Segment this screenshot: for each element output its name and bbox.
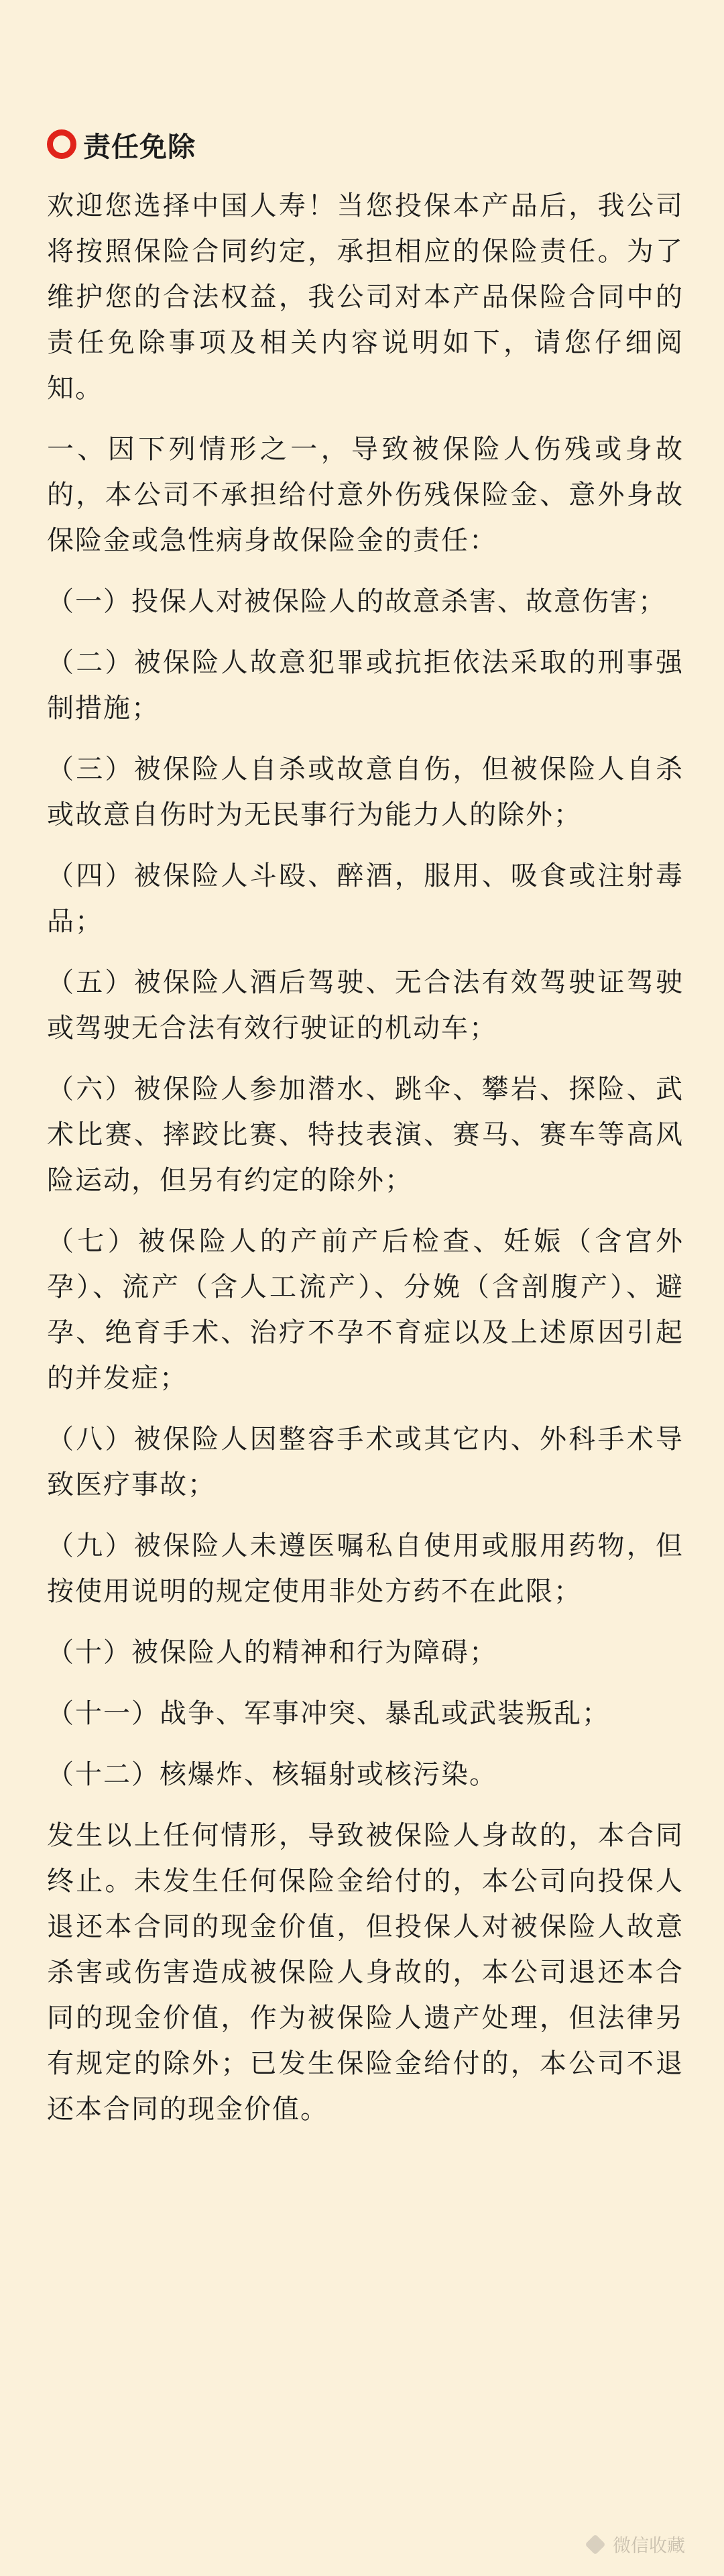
intro-paragraph: 欢迎您选择中国人寿！当您投保本产品后，我公司将按照保险合同约定，承担相应的保险责任。为了维护您的合法权益，我公司对本产品保险合同中的责任免除事项及相关内容说明如下，请您仔细阅知。: [47, 190, 684, 404]
list-item-9: （九）被保险人未遵医嘱私自使用或服用药物，但按使用说明的规定使用非处方药不在此限；: [47, 1530, 684, 1607]
list-item-6: （六）被保险人参加潜水、跳伞、攀岩、探险、武术比赛、摔跤比赛、特技表演、赛马、赛车等高风险运动，但另有约定的除外；: [47, 1074, 684, 1196]
document-body: [47, 117, 684, 2147]
watermark-text: 微信收藏: [613, 2536, 685, 2557]
list-item-1: （一）投保人对被保险人的故意杀害、故意伤害；: [47, 586, 666, 617]
clause-one-paragraph: 一、因下列情形之一，导致被保险人伤残或身故的，本公司不承担给付意外伤残保险金、意外身故保险金或急性病身故保险金的责任：: [47, 434, 684, 556]
wechat-favorites-watermark: [586, 2531, 685, 2557]
list-item-12: （十二）核爆炸、核辐射或核污染。: [47, 1759, 497, 1790]
wechat-favorites-icon: [586, 2535, 605, 2554]
list-item-7: （七）被保险人的产前产后检查、妊娠（含宫外孕）、流产（含人工流产）、分娩（含剖腹产）、避孕、绝育手术、治疗不孕不育症以及上述原因引起的并发症；: [47, 1226, 684, 1394]
list-item-5: （五）被保险人酒后驾驶、无合法有效驾驶证驾驶或驾驶无合法有效行驶证的机动车；: [47, 967, 684, 1044]
list-item-10: （十）被保险人的精神和行为障碍；: [47, 1637, 497, 1668]
section-title: 责任免除: [83, 130, 196, 163]
list-item-4: （四）被保险人斗殴、醉酒，服用、吸食或注射毒品；: [47, 860, 684, 937]
closing-paragraph: 发生以上任何情形，导致被保险人身故的，本合同终止。未发生任何保险金给付的，本公司向投保人退还本合同的现金价值，但投保人对被保险人故意杀害或伤害造成被保险人身故的，本公司退还本合同的现金价值，作为被保险人遗产处理，但法律另有规定的除外；已发生保险金给付的，本公司不退还本合同的现金价值。: [47, 1820, 684, 2125]
list-item-2: （二）被保险人故意犯罪或抗拒依法采取的刑事强制措施；: [47, 647, 684, 724]
list-item-3: （三）被保险人自杀或故意自伤，但被保险人自杀或故意自伤时为无民事行为能力人的除外；: [47, 754, 684, 830]
list-item-11: （十一）战争、军事冲突、暴乱或武装叛乱；: [47, 1698, 610, 1729]
section-heading: [47, 117, 684, 171]
hollow-red-circle-icon: [47, 129, 76, 159]
list-item-8: （八）被保险人因整容手术或其它内、外科手术导致医疗事故；: [47, 1424, 684, 1500]
